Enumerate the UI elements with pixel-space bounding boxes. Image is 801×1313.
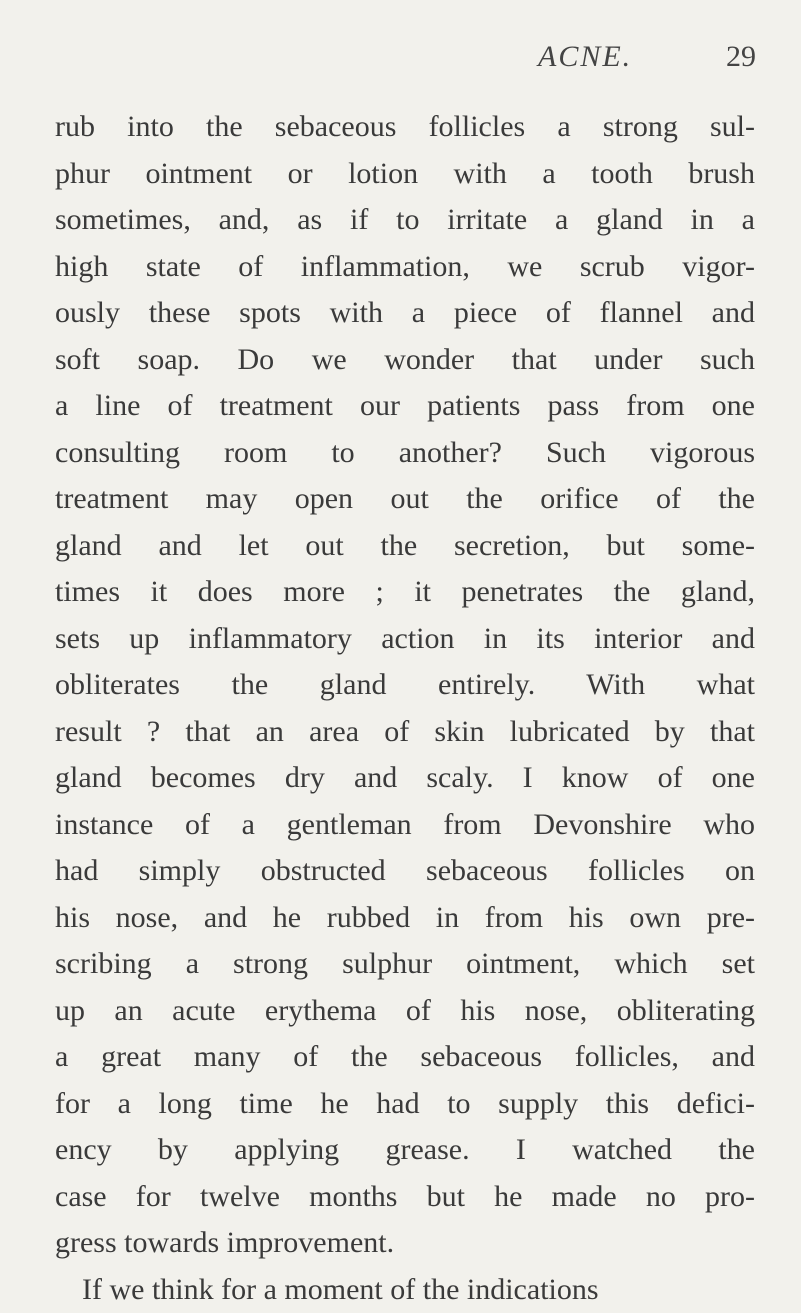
text-line: ency by applying grease. I watched the [55,1133,755,1166]
running-head [0,40,801,80]
text-line: soft soap. Do we wonder that under such [55,342,755,376]
text-line: rub into the sebaceous follicles a strong sul- [55,110,755,143]
text-line: sets up inflammatory action in its interior and [55,621,755,655]
text-line: sometimes, and, as if to irritate a gland in a [55,203,755,236]
text-line: scribing a strong sulphur ointment, which set [55,947,755,980]
running-title: ACNE. [538,40,633,73]
page-number: 29 [726,40,756,73]
text-line: a line of treatment our patients pass from one [55,389,755,422]
text-line-paragraph-end: gress towards improvement. [55,1226,395,1259]
text-line: treatment may open out the orifice of the [55,482,755,515]
text-line: his nose, and he rubbed in from his own pre- [55,900,755,934]
text-line: phur ointment or lotion with a tooth brush [55,156,755,190]
text-line-paragraph-start: If we think for a moment of the indications [82,1272,599,1306]
text-line: a great many of the sebaceous follicles, and [55,1040,755,1073]
text-line: for a long time he had to supply this defici- [55,1086,755,1120]
text-line: up an acute erythema of his nose, obliterating [55,993,755,1027]
text-line: gland becomes dry and scaly. I know of one [55,761,755,794]
text-line: times it does more ; it penetrates the gland, [55,575,755,608]
text-line: instance of a gentleman from Devonshire who [55,807,755,841]
text-line: consulting room to another? Such vigorous [55,435,755,469]
text-line: high state of inflammation, we scrub vigor- [55,249,755,283]
text-line: gland and let out the secretion, but some- [55,528,755,562]
text-line: result ? that an area of skin lubricated by that [55,714,755,748]
text-line: ously these spots with a piece of flannel and [55,296,755,329]
text-line: obliterates the gland entirely. With what [55,668,755,701]
text-line: had simply obstructed sebaceous follicles on [55,854,755,887]
text-line: case for twelve months but he made no pro- [55,1179,755,1213]
body-text [55,104,755,1313]
